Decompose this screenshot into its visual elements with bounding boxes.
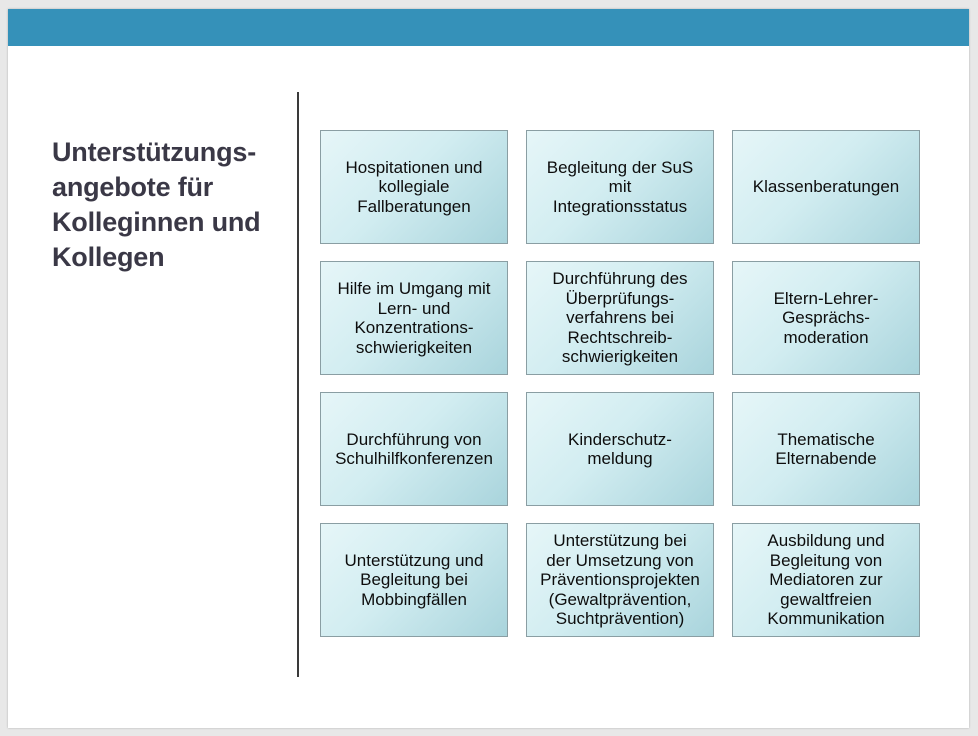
offer-card-label: Ausbildung und Begleitung von Mediatoren zur gewaltfreien Kommunikation [767,531,885,629]
offer-card-gespraechsmoderation [732,261,920,375]
offer-card-mobbing [320,523,508,637]
offer-card-lernschwierigkeiten [320,261,508,375]
offer-card-label: Unterstützung bei der Umsetzung von Präventionsprojekten (Gewaltprävention, Suchtprävention) [540,531,700,629]
offer-card-kinderschutz [526,392,714,506]
header-bar [8,9,969,46]
offer-card-hospitationen [320,130,508,244]
offer-grid [320,130,920,638]
offer-card-label: Durchführung von Schulhilfkonferenzen [335,429,493,468]
offer-card-label: Thematische Elternabende [775,429,877,468]
offer-card-label: Kinderschutz- meldung [568,429,672,468]
offer-card-label: Hilfe im Umgang mit Lern- und Konzentrations- schwierigkeiten [337,279,491,357]
vertical-divider [297,92,299,677]
offer-card-label: Durchführung des Überprüfungs- verfahrens bei Rechtschreib- schwierigkeiten [552,269,688,367]
offer-card-label: Eltern-Lehrer- Gesprächs- moderation [773,288,879,347]
slide-title: Unterstützungs- angebote für Kolleginnen und Kollegen [52,137,261,272]
offer-card-label: Unterstützung und Begleitung bei Mobbingfällen [344,550,484,609]
offer-card-mediatoren [732,523,920,637]
offer-card-praevention [526,523,714,637]
offer-card-label: Klassenberatungen [752,177,900,197]
offer-card-label: Hospitationen und kollegiale Fallberatungen [345,157,483,216]
offer-card-label: Begleitung der SuS mit Integrationsstatus [546,157,694,216]
offer-card-klassenberatungen [732,130,920,244]
offer-card-rechtschreibung [526,261,714,375]
offer-card-schulhilfkonferenzen [320,392,508,506]
offer-card-begleitung-sus [526,130,714,244]
slide [8,9,969,728]
offer-card-elternabende [732,392,920,506]
